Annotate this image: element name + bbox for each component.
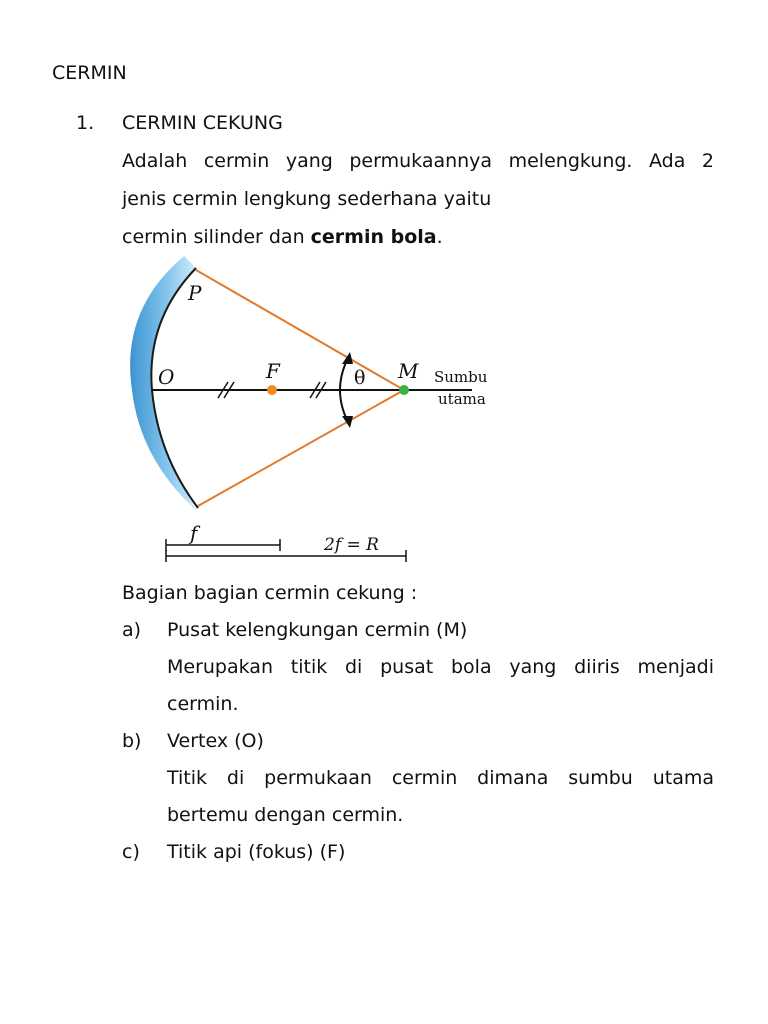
ray-upper xyxy=(196,270,404,390)
dimension-f xyxy=(166,539,280,551)
label-f: f xyxy=(190,521,198,545)
intro-line-3 xyxy=(122,224,443,250)
part-a-title: Pusat kelengkungan cermin (M) xyxy=(167,619,468,641)
label-M: M xyxy=(398,359,419,383)
part-c-title: Titik api (fokus) (F) xyxy=(167,841,346,863)
ray-lower xyxy=(198,390,404,506)
part-a-marker: a) xyxy=(122,619,142,641)
label-O: O xyxy=(158,365,175,389)
label-axis-line1: Sumbu xyxy=(434,368,488,386)
intro-bold-term: cermin bola xyxy=(310,226,437,248)
label-F: F xyxy=(266,359,280,383)
part-c-marker: c) xyxy=(122,841,140,863)
intro-line-3-prefix: cermin silinder dan xyxy=(122,226,311,248)
intro-line-1: Adalah cermin yang permukaannya melengkung. Ada 2 xyxy=(122,150,714,172)
label-theta: θ xyxy=(354,367,366,389)
label-axis-line2: utama xyxy=(438,390,486,408)
parts-title: Bagian bagian cermin cekung : xyxy=(122,582,418,604)
angle-arrow-bottom xyxy=(342,416,353,428)
section-title: CERMIN CEKUNG xyxy=(122,112,283,134)
part-b-desc-line2: bertemu dengan cermin. xyxy=(167,804,404,826)
intro-line-2: jenis cermin lengkung sederhana yaitu xyxy=(122,188,492,210)
section-number: 1. xyxy=(76,112,95,134)
label-2f-equals-R: 2f = R xyxy=(324,535,379,555)
center-point xyxy=(399,385,409,395)
part-a-desc-line1: Merupakan titik di pusat bola yang diiris menjadi xyxy=(167,656,714,678)
concave-mirror-diagram xyxy=(120,250,500,570)
document-heading: CERMIN xyxy=(52,62,127,84)
focus-point xyxy=(267,385,277,395)
part-a-desc-line2: cermin. xyxy=(167,693,239,715)
part-b-title: Vertex (O) xyxy=(167,730,264,752)
label-P: P xyxy=(188,281,202,305)
intro-line-3-suffix: . xyxy=(436,226,443,248)
angle-arrow-top xyxy=(342,352,353,364)
part-b-desc-line1: Titik di permukaan cermin dimana sumbu utama xyxy=(167,767,714,789)
part-b-marker: b) xyxy=(122,730,142,752)
